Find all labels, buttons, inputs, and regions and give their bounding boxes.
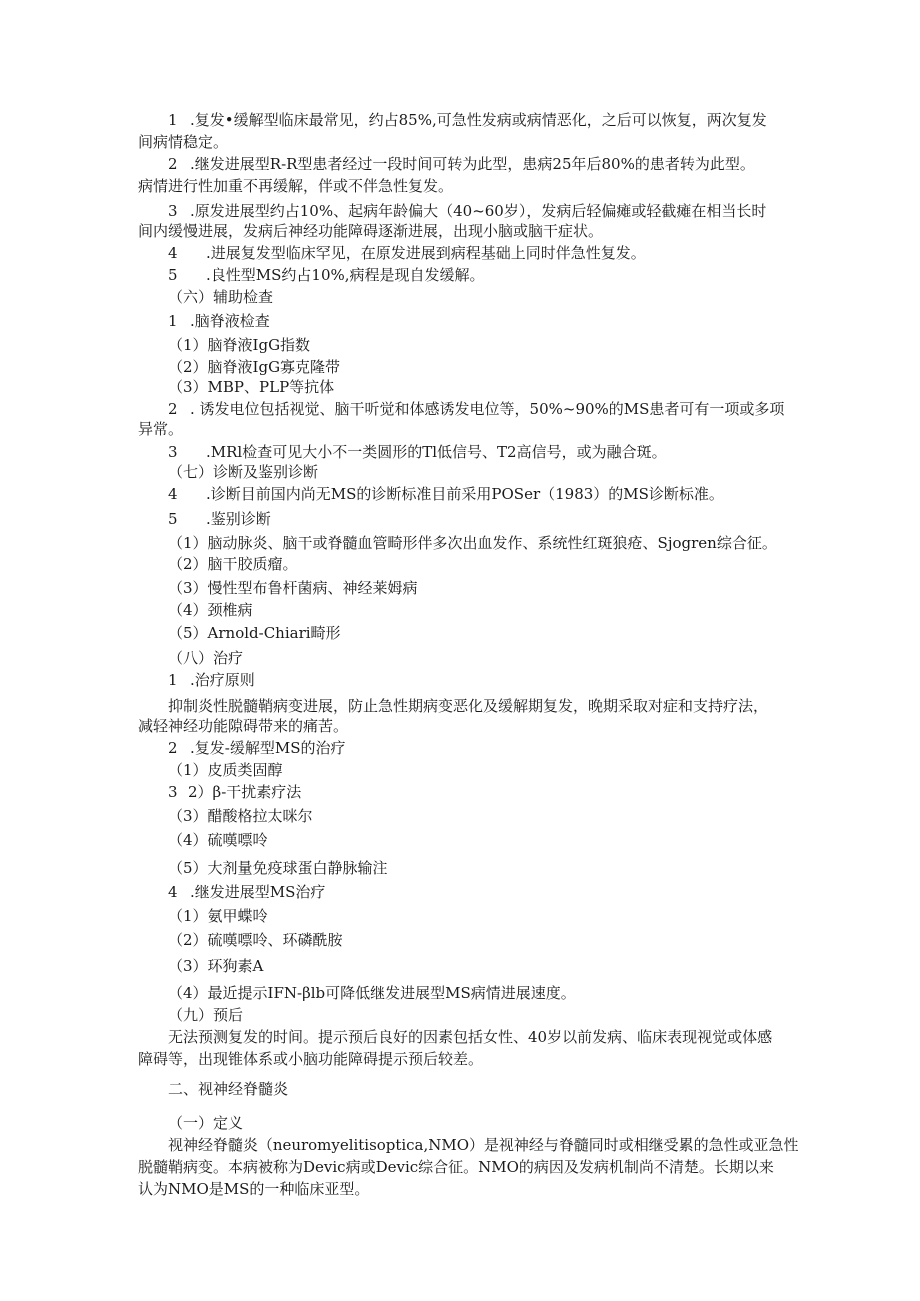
text-line — [0, 805, 920, 827]
line-text: （5）Arnold-Chiari畸形 — [168, 624, 341, 642]
line-text: .继发进展型R-R型患者经过一段时间可转为此型，患病25年后80%的患者转为此型。 — [190, 155, 755, 173]
line-text: （八）治疗 — [168, 649, 244, 667]
text-line — [0, 153, 920, 175]
line-text: （一）定义 — [168, 1114, 244, 1132]
section-heading — [0, 1112, 920, 1134]
item-number: 3 — [168, 443, 178, 461]
item-number: 1 — [168, 312, 178, 330]
line-text: （5）大剂量免疫球蛋白静脉输注 — [168, 859, 388, 877]
text-line — [0, 905, 920, 927]
item-number: 2 — [168, 155, 178, 173]
text-line — [0, 310, 920, 332]
line-text: （4）颈椎病 — [168, 601, 253, 619]
text-line — [0, 441, 920, 463]
text-line — [0, 599, 920, 621]
text-line — [0, 929, 920, 951]
line-text: （2）脑干胶质瘤。 — [168, 555, 298, 573]
line-text: 视神经脊髓炎（neuromyelitisoptica,NMO）是视神经与脊髓同时或相继受累的急性或亚急性 — [168, 1136, 799, 1154]
line-text: 间病情稳定。 — [138, 133, 229, 151]
line-text: （2）硫嘆嘌呤、环磷酰胺 — [168, 931, 343, 949]
line-text: .诊断目前国内尚无MS的诊断标准目前采用POSer（1983）的MS诊断标准。 — [206, 485, 724, 503]
text-line — [0, 982, 920, 1004]
text-line — [0, 264, 920, 286]
section-heading — [0, 1004, 920, 1026]
text-line — [0, 881, 920, 903]
line-text: （1）皮质类固醇 — [168, 761, 283, 779]
text-line — [0, 334, 920, 356]
line-text: 无法预测复发的时间。提示预后良好的因素包括女性、40岁以前发病、临床表现视觉或体感 — [168, 1028, 773, 1046]
line-text: （3）醋酸格拉太咪尔 — [168, 807, 313, 825]
line-text: （七）诊断及鉴别诊断 — [168, 463, 319, 481]
text-line — [0, 553, 920, 575]
section-heading — [0, 286, 920, 308]
line-text: .原发进展型约占10%、起病年龄偏大（40~60岁），发病后轻偏瘫或轻截瘫在相当长时 — [190, 202, 767, 220]
text-line — [0, 955, 920, 977]
line-text: （1）氨甲蝶呤 — [168, 907, 268, 925]
line-text: （4）最近提示IFN-βlb可降低继发进展型MS病情进展速度。 — [168, 984, 576, 1002]
text-line — [0, 1178, 920, 1200]
line-text: （2）脑脊液IgG寡克隆带 — [168, 358, 341, 376]
line-text: （3）MBP、PLP等抗体 — [168, 378, 335, 396]
text-line — [0, 737, 920, 759]
text-line — [0, 1134, 920, 1156]
text-line — [0, 1048, 920, 1070]
line-text: .鉴别诊断 — [206, 510, 271, 528]
text-line — [0, 220, 920, 242]
line-text: .复发•缓解型临床最常见，约占85%,可急性发病或病情恶化，之后可以恢复，两次复发 — [190, 111, 767, 129]
text-line — [0, 622, 920, 644]
line-text: 2）β-干扰素疗法 — [188, 783, 302, 801]
item-number: 1 — [168, 111, 178, 129]
text-line — [0, 356, 920, 378]
text-line — [0, 1156, 920, 1178]
line-text: .良性型MS约占10%,病程是现自发缓解。 — [206, 266, 485, 284]
text-line — [0, 857, 920, 879]
line-text: .复发-缓解型MS的治疗 — [190, 739, 346, 757]
line-text: （4）硫嘆嘌呤 — [168, 831, 268, 849]
line-text: （六）辅助检查 — [168, 288, 274, 306]
item-number: 2 — [168, 400, 178, 418]
item-number: 3 — [168, 202, 178, 220]
item-number: 5 — [168, 266, 178, 284]
line-text: 减轻神经功能隙碍带来的痛苦。 — [138, 717, 349, 735]
text-line — [0, 669, 920, 691]
line-text: .进展复发型临床罕见，在原发进展到病程基础上同时伴急性复发。 — [206, 244, 646, 262]
text-line — [0, 242, 920, 264]
text-line — [0, 131, 920, 153]
text-line — [0, 695, 920, 717]
line-text: .治疗原则 — [190, 671, 255, 689]
line-text: .MRl检查可见大小不一类圆形的Tl低信号、T2高信号，或为融合斑。 — [206, 443, 667, 461]
line-text: 病情进行性加重不再缓解，伴或不伴急性复发。 — [138, 177, 454, 195]
item-number: 4 — [168, 883, 178, 901]
text-line — [0, 483, 920, 505]
text-line — [0, 759, 920, 781]
text-line — [0, 109, 920, 131]
item-number: 4 — [168, 244, 178, 262]
item-number: 3 — [168, 783, 178, 801]
line-text: .脑脊液检查 — [190, 312, 270, 330]
item-number: 1 — [168, 671, 178, 689]
line-text: 认为NMO是MS的一种临床亚型。 — [138, 1180, 370, 1198]
line-text: 脱髓鞘病变。本病被称为Devic病或Devic综合征。NMO的病因及发病机制尚不清楚。长期以来 — [138, 1158, 774, 1176]
text-line — [0, 200, 920, 222]
text-line — [0, 829, 920, 851]
text-line — [0, 508, 920, 530]
text-line — [0, 781, 920, 803]
section-heading — [0, 647, 920, 669]
line-text: （1）脑动脉炎、脑干或脊髓血管畸形伴多次出血发作、系统性红斑狼疮、Sjogren综合征。 — [168, 534, 777, 552]
item-number: 5 — [168, 510, 178, 528]
text-line — [0, 175, 920, 197]
line-text: . 诱发电位包括视觉、脑干听觉和体感诱发电位等，50%~90%的MS患者可有一项或多项 — [190, 400, 785, 418]
text-line — [0, 715, 920, 737]
text-line — [0, 1026, 920, 1048]
line-text: （3）慢性型布鲁杆菌病、神经莱姆病 — [168, 579, 418, 597]
line-text: （1）脑脊液IgG指数 — [168, 336, 311, 354]
line-text: 抑制炎性脱髓鞘病变进展，防止急性期病变恶化及缓解期复发，晚期采取对症和支持疗法， — [168, 697, 769, 715]
text-line — [0, 577, 920, 599]
line-text: （九）预后 — [168, 1006, 244, 1024]
text-line — [0, 376, 920, 398]
item-number: 2 — [168, 739, 178, 757]
line-text: 间内缓慢进展，发病后神经功能障碍逐渐进展，出现小脑或脑干症状。 — [138, 222, 604, 240]
text-line — [0, 398, 920, 420]
line-text: 二、视神经脊髓炎 — [168, 1080, 289, 1098]
item-number: 4 — [168, 485, 178, 503]
chapter-heading — [0, 1078, 920, 1100]
line-text: 障碍等，出现锥体系或小脑功能障碍提示预后较差。 — [138, 1050, 484, 1068]
text-line — [0, 418, 920, 440]
section-heading — [0, 461, 920, 483]
line-text: （3）环狗素A — [168, 957, 264, 975]
text-line — [0, 532, 920, 554]
line-text: .继发进展型MS治疗 — [190, 883, 326, 901]
line-text: 异常。 — [138, 420, 184, 438]
